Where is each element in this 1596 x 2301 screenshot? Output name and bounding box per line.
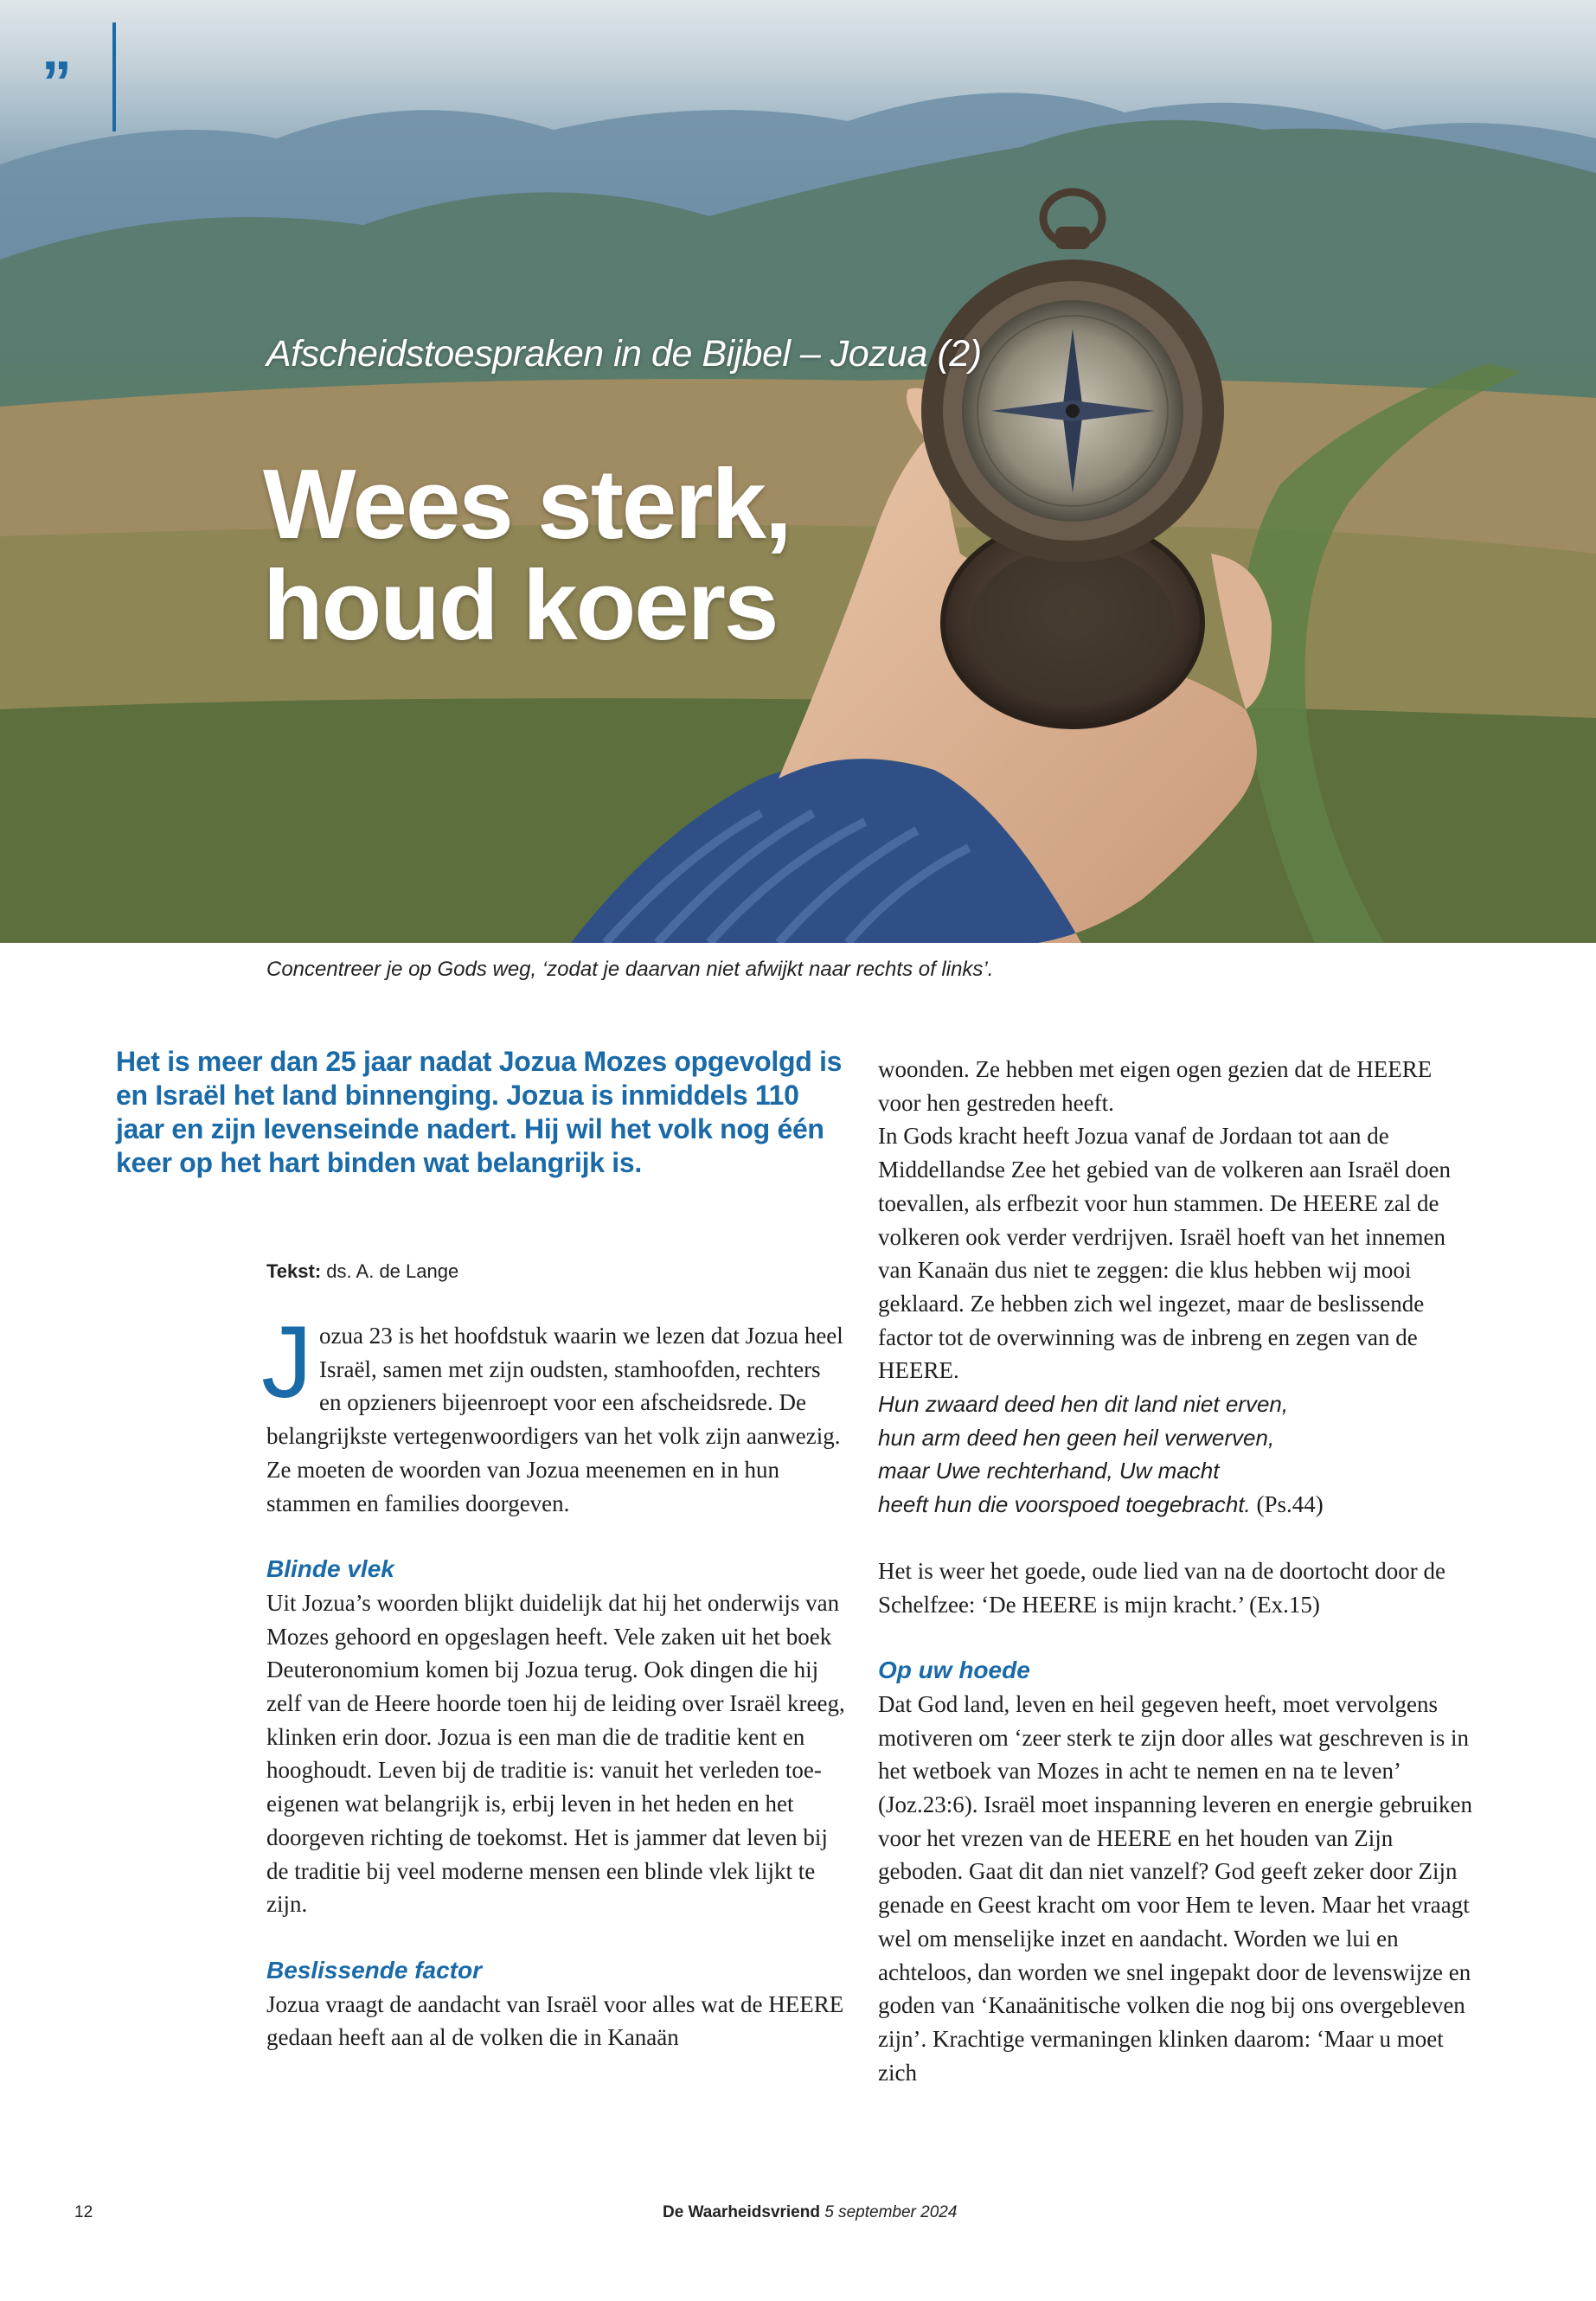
byline-author: ds. A. de Lange [326,1260,459,1282]
intro-text: ozua 23 is het hoofdstuk waarin we lezen dat Jozua heel Israël, samen met zijn oudsten, stamhoofden, rechters en opzieners bijeenroept voor een afscheidsrede. De belangrijkste vertegenwoordigers van het volk zijn aanwezig. Ze moeten de woorden van Jozua meenemen en in hun stammen en families doorgeven. [266,1323,843,1516]
byline-label: Tekst: [266,1260,322,1282]
page-number: 12 [74,2203,93,2221]
poem-line-4: heeft hun die voorspoed toegebracht. [878,1491,1251,1518]
lead-paragraph: Het is meer dan 25 jaar nadat Jozua Mozes opgevolgd is en Israël het land binnenging. Jozua is inmiddels 110 jaar en zijn levenseinde nadert. Hij wil het volk nog één keer op het hart binden wat belangrijk is. [116,1046,843,1178]
section-heading-op-uw-hoede: Op uw hoede [878,1657,1030,1684]
photo-caption: Concentreer je op Gods weg, ‘zodat je daarvan niet afwijkt naar rechts of links’. [266,958,994,981]
paragraph-blinde-vlek: Uit Jozua’s woorden blijkt duidelijk dat hij het onderwijs van Mozes gehoord en opgeslagen heeft. Vele zaken uit het boek Deuteronomium komen bij Jozua terug. Ook dingen die hij zelf van de Heere hoorde toen hij de leiding over Israël kreeg, klinken erin door. Jozua is een man die de traditie kent en hooghoudt. Leven bij de traditie is: vanuit het verleden toe-eigenen wat belangrijk is, erbij leven in het heden en het doorgeven richting de toekomst. Het is jammer dat leven bij de traditie bij veel moderne mensen een blinde vlek lijkt te zijn. [266,1589,845,1918]
quote-mark-icon: ” [42,48,72,116]
issue-date: 5 september 2024 [824,2203,958,2221]
vertical-rule [112,22,116,131]
paragraph-beslissende-factor: Jozua vraagt de aandacht van Israël voor alles wat de HEERE gedaan heeft aan al de volken die in Kanaän [266,1990,844,2051]
byline [266,1260,458,1283]
series-title: Afscheidstoespraken in de Bijbel – Jozua (2) [266,333,982,375]
paragraph-continued: woonden. Ze hebben met eigen ogen gezien dat de HEERE voor hen gestreden heeft. [878,1056,1433,1116]
article-column-left [261,1305,846,2054]
paragraph-gods-kracht: In Gods kracht heeft Jozua vanaf de Jordaan tot aan de Middellandse Zee het gebied van de volkeren aan Israël doen toevallen, als erfbezit voor hun stammen. De HEERE zal de volkeren ook verder verdrijven. Israël hoeft van het innemen van Kanaän dus niet te zeggen: die klus hebben wij mooi geklaard. Ze hebben zich wel ingezet, maar de beslissende factor tot de overwinning was de inbreng en zegen van de HEERE. [878,1123,1451,1384]
drop-cap: J [261,1305,312,1420]
poem-line-1: Hun zwaard deed hen dit land niet erven, [878,1391,1289,1418]
landscape-compass-illustration [0,0,1596,943]
poem-line-3: maar Uwe rechterhand, Uw macht [878,1458,1220,1484]
title-line-1: Wees sterk, [263,450,791,560]
psalm-quote [878,1388,1475,1522]
psalm-reference: (Ps.44) [1250,1491,1324,1518]
paragraph-op-uw-hoede: Dat God land, leven en heil gegeven heeft, moet vervolgens motiveren om ‘zeer sterk te zijn door alles wat geschreven is in het wetboek van Mozes in acht te nemen en na te leven’ (Joz.23:6). Israël moet inspanning leveren en energie gebruiken voor het vrezen van de HEERE en het houden van Zijn geboden. Gaat dit dan niet vanzelf? God geeft zeker door Zijn genade en Geest kracht om voor Hem te leven. Maar het vraagt wel om menselijke inzet en aandacht. Worden we lui en achteloos, dan worden we snel ingepakt door de levenswijze en goden van ‘Kanaänitische volken die nog bij ons overgebleven zijn’. Krachtige vermaningen klinken daarom: ‘Maar u moet zich [878,1690,1473,2086]
article-title [263,450,791,661]
section-heading-blinde-vlek: Blinde vlek [266,1555,394,1583]
article-column-right [878,1053,1475,2089]
section-heading-beslissende-factor: Beslissende factor [266,1956,482,1984]
footer-magazine [663,2203,957,2222]
magazine-name: De Waarheidsvriend [663,2203,820,2221]
intro-paragraph [261,1305,846,1520]
title-line-2: houd koers [263,551,778,661]
poem-line-2: hun arm deed hen geen heil verwerven, [878,1424,1275,1451]
paragraph-schelfzee: Het is weer het goede, oude lied van na de doortocht door de Schelfzee: ‘De HEERE is mijn kracht.’ (Ex.15) [878,1557,1446,1618]
hero-photo [0,0,1596,943]
